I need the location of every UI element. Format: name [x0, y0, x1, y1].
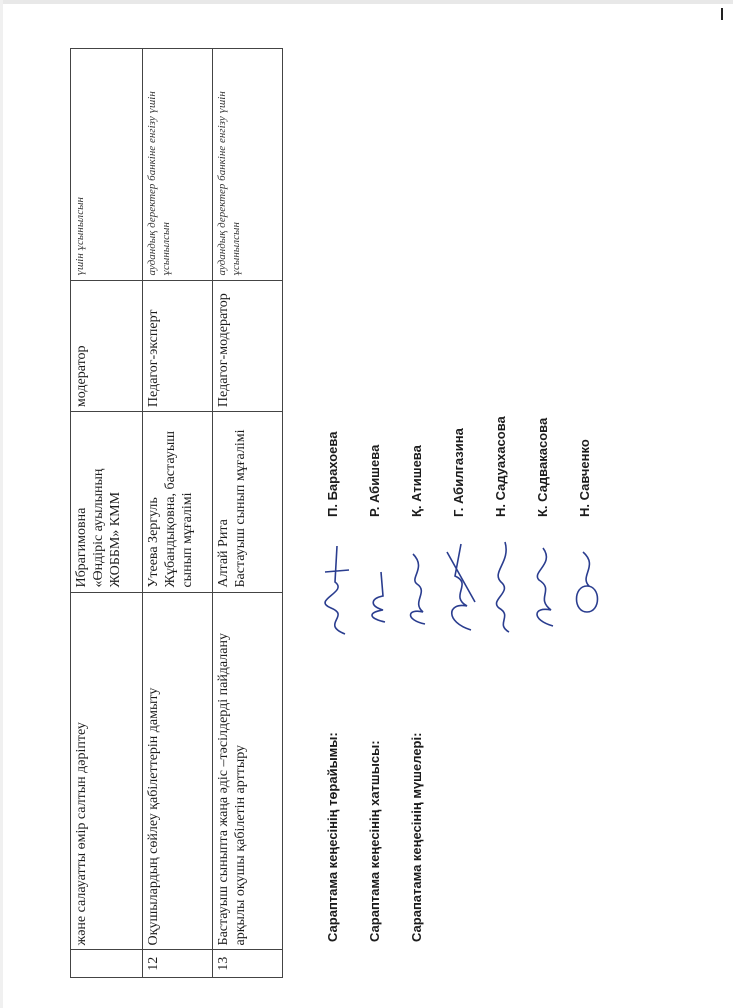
row-number	[71, 950, 143, 978]
row-number: 12	[143, 950, 213, 978]
handwritten-signature	[567, 532, 607, 642]
handwritten-signature	[399, 532, 439, 642]
signer-name: Г. Абилгазина	[451, 428, 466, 517]
author-line: «Өндіріс ауылының ЖОББМ» КММ	[91, 468, 123, 588]
topic-cell: және салауатты өмір салтын дәріптеу	[71, 592, 143, 950]
signature-row	[399, 302, 441, 942]
chair-label: Сараптама кеңесінің төрайымы:	[325, 732, 340, 942]
handwritten-signature	[441, 532, 481, 642]
author-cell	[71, 412, 143, 592]
role-cell: Педагог-эксперт	[143, 280, 213, 412]
role-cell: модератор	[71, 280, 143, 412]
role-cell: Педагог-модератор	[213, 280, 283, 412]
table-row	[143, 49, 213, 978]
handwritten-signature	[483, 532, 523, 642]
handwritten-signature	[315, 532, 355, 642]
author-cell	[213, 412, 283, 592]
note-cell: үшін ұсынылсын	[71, 49, 143, 281]
signer-name: Н. Савченко	[577, 439, 592, 517]
signer-name: Н. Садуахасова	[493, 416, 508, 517]
author-line: Утеева Зергуль	[146, 497, 161, 588]
topic-cell: Бастауыш сыныпта жаңа әдіс –тәсілдерді пайдалану арқылы оқушы қабілетін арттыру	[213, 592, 283, 950]
author-cell	[143, 412, 213, 592]
table-row	[71, 49, 143, 978]
members-label: Сарапатама кеңесінің мүшелері:	[409, 732, 424, 942]
signature-row	[315, 302, 357, 942]
results-table	[70, 48, 283, 978]
handwritten-signature	[357, 532, 397, 642]
topic-cell: Оқушылардың сөйлеу қабілеттерін дамыту	[143, 592, 213, 950]
signature-row	[567, 302, 609, 942]
author-line: Бастауыш сынып мұғалімі	[233, 429, 248, 588]
row-number: 13	[213, 950, 283, 978]
author-line: Жұбандықовна, бастауыш сынып мұғалімі	[163, 430, 195, 588]
signer-name: К. Садвакасова	[535, 417, 550, 517]
signature-row	[357, 302, 399, 942]
signature-row	[441, 302, 483, 942]
author-line: Алтай Рита	[216, 519, 231, 588]
signer-name: Қ. Атишева	[409, 445, 424, 517]
signature-row	[483, 302, 525, 942]
table-row	[213, 49, 283, 978]
note-cell: аудандық деректер банкіне енгізу үшін ұсынылсын	[213, 49, 283, 281]
signature-row	[525, 302, 567, 942]
signer-name: Р. Абишева	[367, 444, 382, 517]
secretary-label: Сараптама кеңесінің хатшысы:	[367, 740, 382, 942]
handwritten-signature	[525, 532, 565, 642]
author-line: Ибрагимовна	[74, 507, 89, 588]
note-cell: аудандық деректер банкіне енгізу үшін ұсынылсын	[143, 49, 213, 281]
signature-block	[315, 302, 609, 942]
signer-name: П. Барахоева	[325, 431, 340, 517]
